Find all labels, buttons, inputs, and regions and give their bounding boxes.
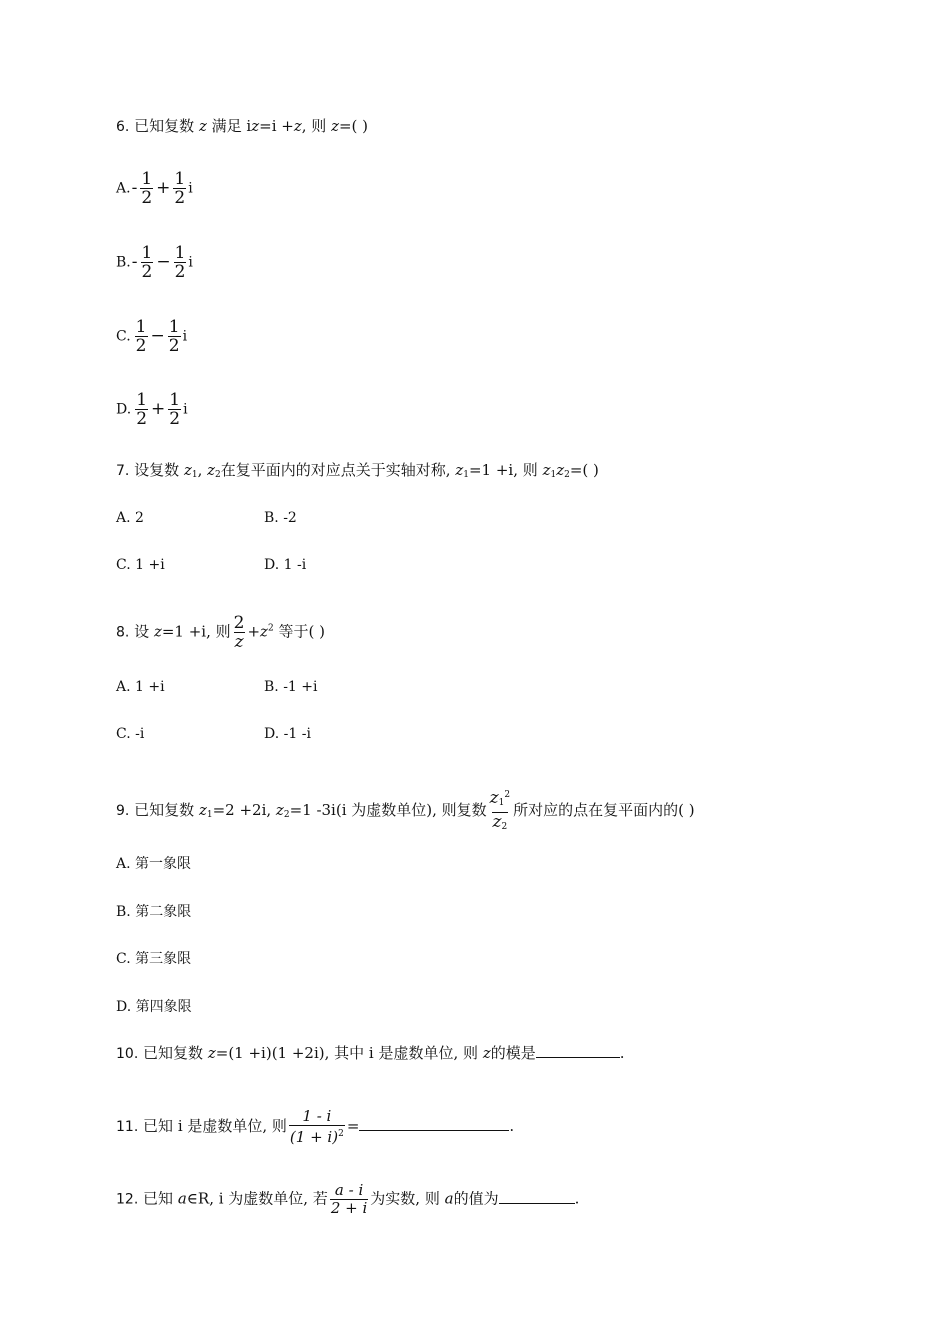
q7-option-c[interactable]: C. 1 +i	[116, 557, 165, 573]
q7-options-row-1	[116, 508, 297, 528]
fraction: $\frac{1}{2}$	[168, 317, 180, 356]
q9-stem: 9. 已知复数 $z_1=2 +2i$, $z_2=1$ -3i(i 为虚数单位), 则复数 $\frac{z_1^2}{z_2}$ 所对应的点在复平面内的( )	[116, 786, 695, 836]
fraction: $\frac{1}{2}$	[135, 317, 147, 356]
q9-option-d[interactable]: D. 第四象限	[116, 999, 192, 1015]
q8-option-c[interactable]: C. -i	[116, 726, 145, 742]
q9-number: 9.	[116, 803, 130, 819]
fraction: $\frac{1 - i}{(1 + i)^2}$	[289, 1107, 344, 1146]
q7-option-a[interactable]: A. 2	[116, 510, 144, 526]
q6-option-c[interactable]: C. $\frac{1}{2}$ − $\frac{1}{2}$ i	[116, 317, 188, 356]
q7-stem: 7. 设复数 $z_1$, $z_2$在复平面内的对应点关于实轴对称, $z_1=1 +i$, 则 $z_1z_2=$( )	[116, 461, 599, 480]
q6-option-d[interactable]: D. $\frac{1}{2}$ + $\frac{1}{2}$ i	[116, 390, 188, 429]
q8-stem: 8. 设 z=1 +i, 则 $\frac{2}{z}$ $+z^2$ 等于( )	[116, 613, 325, 652]
fraction: $\frac{1}{2}$	[141, 169, 153, 208]
q9-option-b[interactable]: B. 第二象限	[116, 904, 192, 920]
q7-option-d[interactable]: D. 1 -i	[264, 557, 307, 573]
fraction: $\frac{1}{2}$	[169, 390, 181, 429]
fraction: $\frac{z_1^2}{z_2}$	[489, 786, 511, 836]
q7-options-row-2	[116, 555, 307, 575]
q6-number: 6.	[116, 119, 130, 135]
fraction: $\frac{a - i}{2 + i}$	[330, 1181, 368, 1217]
q11-number: 11.	[116, 1119, 139, 1135]
q11-stem: 11. 已知 i 是虚数单位, 则 $\frac{1 - i}{(1 + i)^2}$ = .	[116, 1107, 515, 1146]
q9-option-a[interactable]: A. 第一象限	[116, 856, 192, 872]
answer-blank[interactable]	[499, 1189, 575, 1204]
q8-options-row-1	[116, 677, 318, 697]
q9-option-c[interactable]: C. 第三象限	[116, 951, 192, 967]
fraction: $\frac{1}{2}$	[136, 390, 148, 429]
q10-stem: 10. 已知复数 z=(1 +i)(1 +2i), 其中 i 是虚数单位, 则 z的模是 .	[116, 1044, 625, 1062]
q6-option-a[interactable]: A.- $\frac{1}{2}$ + $\frac{1}{2}$ i	[116, 169, 193, 208]
fraction: $\frac{2}{z}$	[233, 613, 245, 652]
q8-option-a[interactable]: A. 1 +i	[116, 679, 165, 695]
q6-stem: 6. 已知复数 z 满足 iz=i +z, 则 z=( )	[116, 117, 369, 135]
fraction: $\frac{1}{2}$	[174, 243, 186, 282]
q8-options-row-2	[116, 724, 311, 744]
fraction: $\frac{1}{2}$	[174, 169, 186, 208]
q12-stem: 12. 已知 a∈R, i 为虚数单位, 若 $\frac{a - i}{2 + i}$ 为实数, 则 a的值为 .	[116, 1181, 580, 1217]
answer-blank[interactable]	[536, 1043, 620, 1058]
q12-number: 12.	[116, 1191, 139, 1208]
q8-number: 8.	[116, 624, 130, 641]
q7-number: 7.	[116, 463, 130, 479]
answer-blank[interactable]	[359, 1116, 509, 1131]
q7-option-b[interactable]: B. -2	[264, 510, 297, 526]
q10-number: 10.	[116, 1046, 139, 1062]
fraction: $\frac{1}{2}$	[141, 243, 153, 282]
q8-option-b[interactable]: B. -1 +i	[264, 679, 318, 695]
q8-option-d[interactable]: D. -1 -i	[264, 726, 311, 742]
q6-option-b[interactable]: B.- $\frac{1}{2}$ − $\frac{1}{2}$ i	[116, 243, 193, 282]
